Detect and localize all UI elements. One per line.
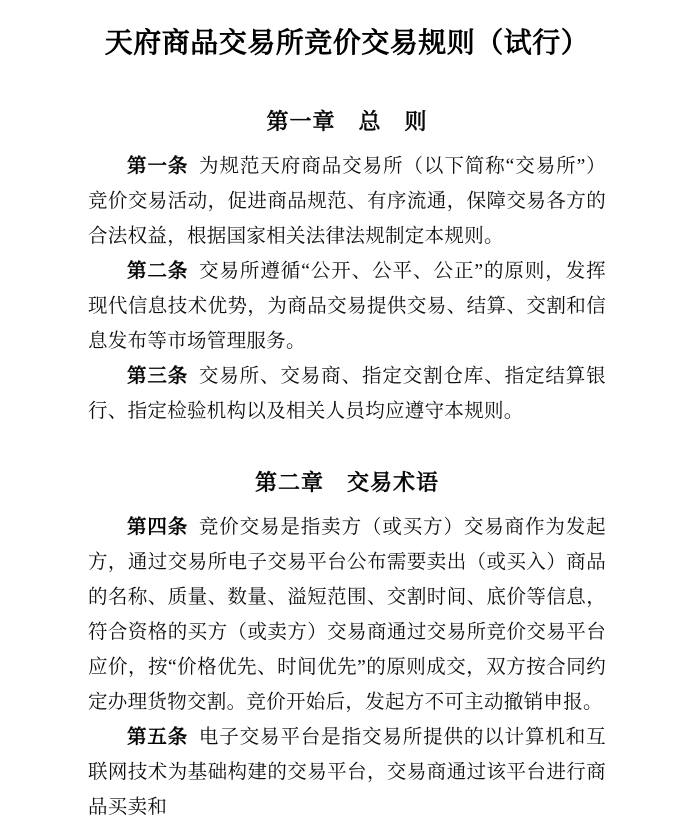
article-2 [88,254,606,359]
document-page [0,26,692,818]
article-1 [88,149,606,254]
article-4 [88,510,606,720]
article-4-text: 竞价交易是指卖方（或买方）交易商作为发起方，通过交易所电子交易平台公布需要卖出（或买入）商品的名称、质量、数量、溢短范围、交割时间、底价等信息，符合资格的买方（或卖方）交易商通过交易所竞价交易平台应价，按“价格优先、时间优先”的原则成交，双方按合同约定办理货物交割。竞价开始后，发起方不可主动撤销申报。 [88,517,606,713]
chapter-1-heading: 第一章 总 则 [266,109,428,134]
article-2-label: 第二条 [127,261,189,282]
article-3-label: 第三条 [127,366,189,387]
article-1-label: 第一条 [127,156,189,177]
article-5 [88,720,606,825]
article-3-text: 交易所、交易商、指定交割仓库、指定结算银行、指定检验机构以及相关人员均应遵守本规则。 [88,366,606,422]
article-2-text: 交易所遵循“公开、公平、公正”的原则，发挥现代信息技术优势，为商品交易提供交易、结算、交割和信息发布等市场管理服务。 [88,261,606,352]
article-5-label: 第五条 [127,727,189,748]
article-4-label: 第四条 [127,517,189,538]
article-3 [88,359,606,429]
article-5-text: 电子交易平台是指交易所提供的以计算机和互联网技术为基础构建的交易平台，交易商通过该平台进行商品买卖和 [88,727,606,818]
document-title: 天府商品交易所竞价交易规则（试行） [104,28,590,59]
chapter-2-heading: 第二章 交易术语 [254,470,439,495]
article-1-text: 为规范天府商品交易所（以下简称“交易所”）竞价交易活动，促进商品规范、有序流通，保障交易各方的合法权益，根据国家相关法律法规制定本规则。 [88,156,606,247]
